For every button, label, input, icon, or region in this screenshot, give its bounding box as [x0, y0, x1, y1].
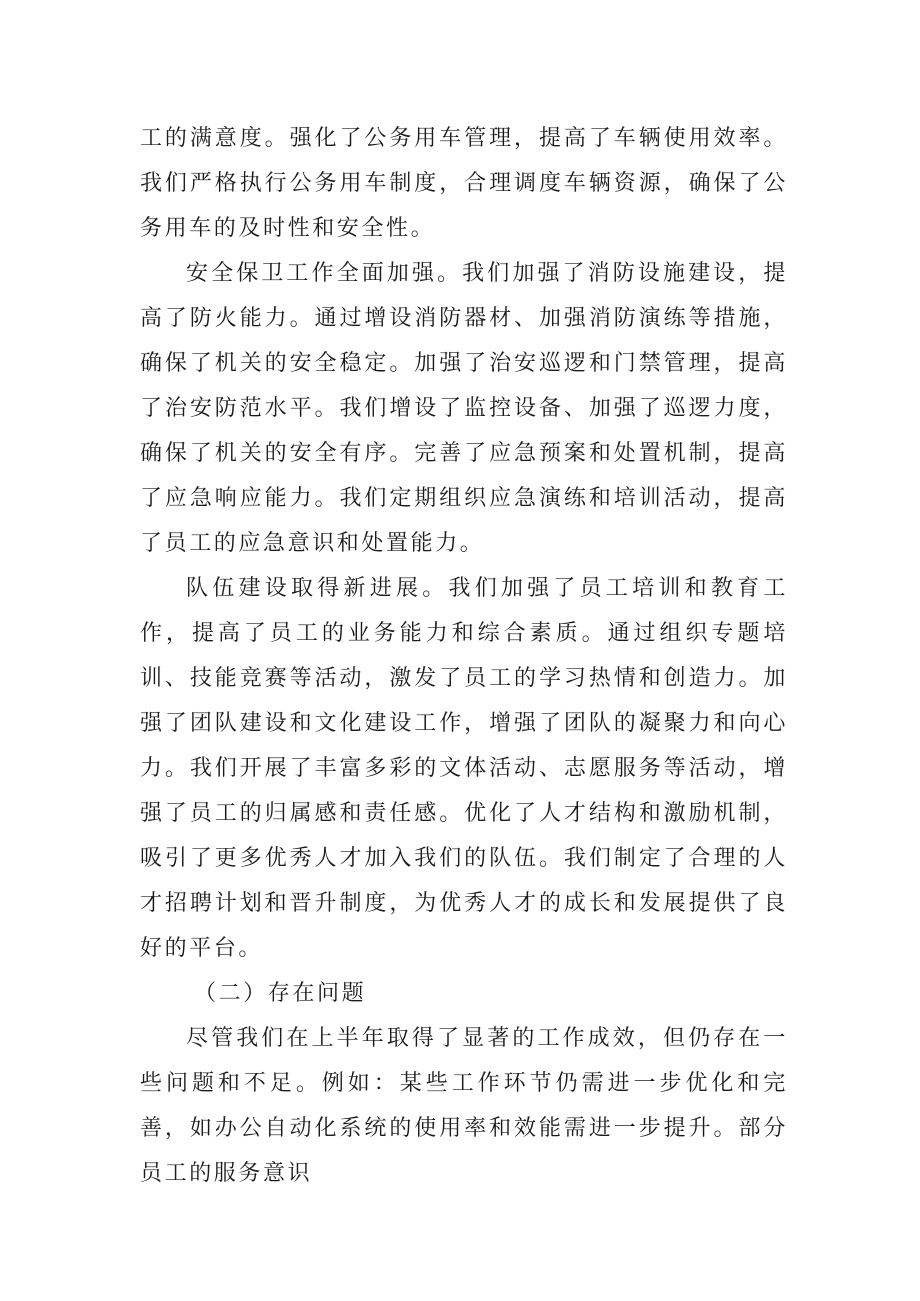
paragraph-security: 安全保卫工作全面加强。我们加强了消防设施建设，提高了防火能力。通过增设消防器材、加强消防演练等措施，确保了机关的安全稳定。加强了治安巡逻和门禁管理，提高了治安防范水平。我们增设了监控设备、加强了巡逻力度，确保了机关的安全有序。完善了应急预案和处置机制，提高了应急响应能力。我们定期组织应急演练和培训活动，提高了员工的应急意识和处置能力。: [140, 261, 788, 556]
paragraph-team-building: 队伍建设取得新进展。我们加强了员工培训和教育工作，提高了员工的业务能力和综合素质。通过组织专题培训、技能竞赛等活动，激发了员工的学习热情和创造力。加强了团队建设和文化建设工作，增强了团队的凝聚力和向心力。我们开展了丰富多彩的文体活动、志愿服务等活动，增强了员工的归属感和责任感。优化了人才结构和激励机制，吸引了更多优秀人才加入我们的队伍。我们制定了合理的人才招聘计划和晋升制度，为优秀人才的成长和发展提供了良好的平台。: [140, 576, 788, 961]
document-body: [140, 116, 788, 1196]
section-subheading: （二）存在问题: [194, 981, 367, 1006]
paragraph-problems: 尽管我们在上半年取得了显著的工作成效，但仍存在一些问题和不足。例如：某些工作环节仍需进一步优化和完善，如办公自动化系统的使用率和效能需进一步提升。部分员工的服务意识: [140, 1026, 788, 1186]
paragraph-official-vehicles: 工的满意度。强化了公务用车管理，提高了车辆使用效率。我们严格执行公务用车制度，合理调度车辆资源，确保了公务用车的及时性和安全性。: [140, 126, 788, 241]
